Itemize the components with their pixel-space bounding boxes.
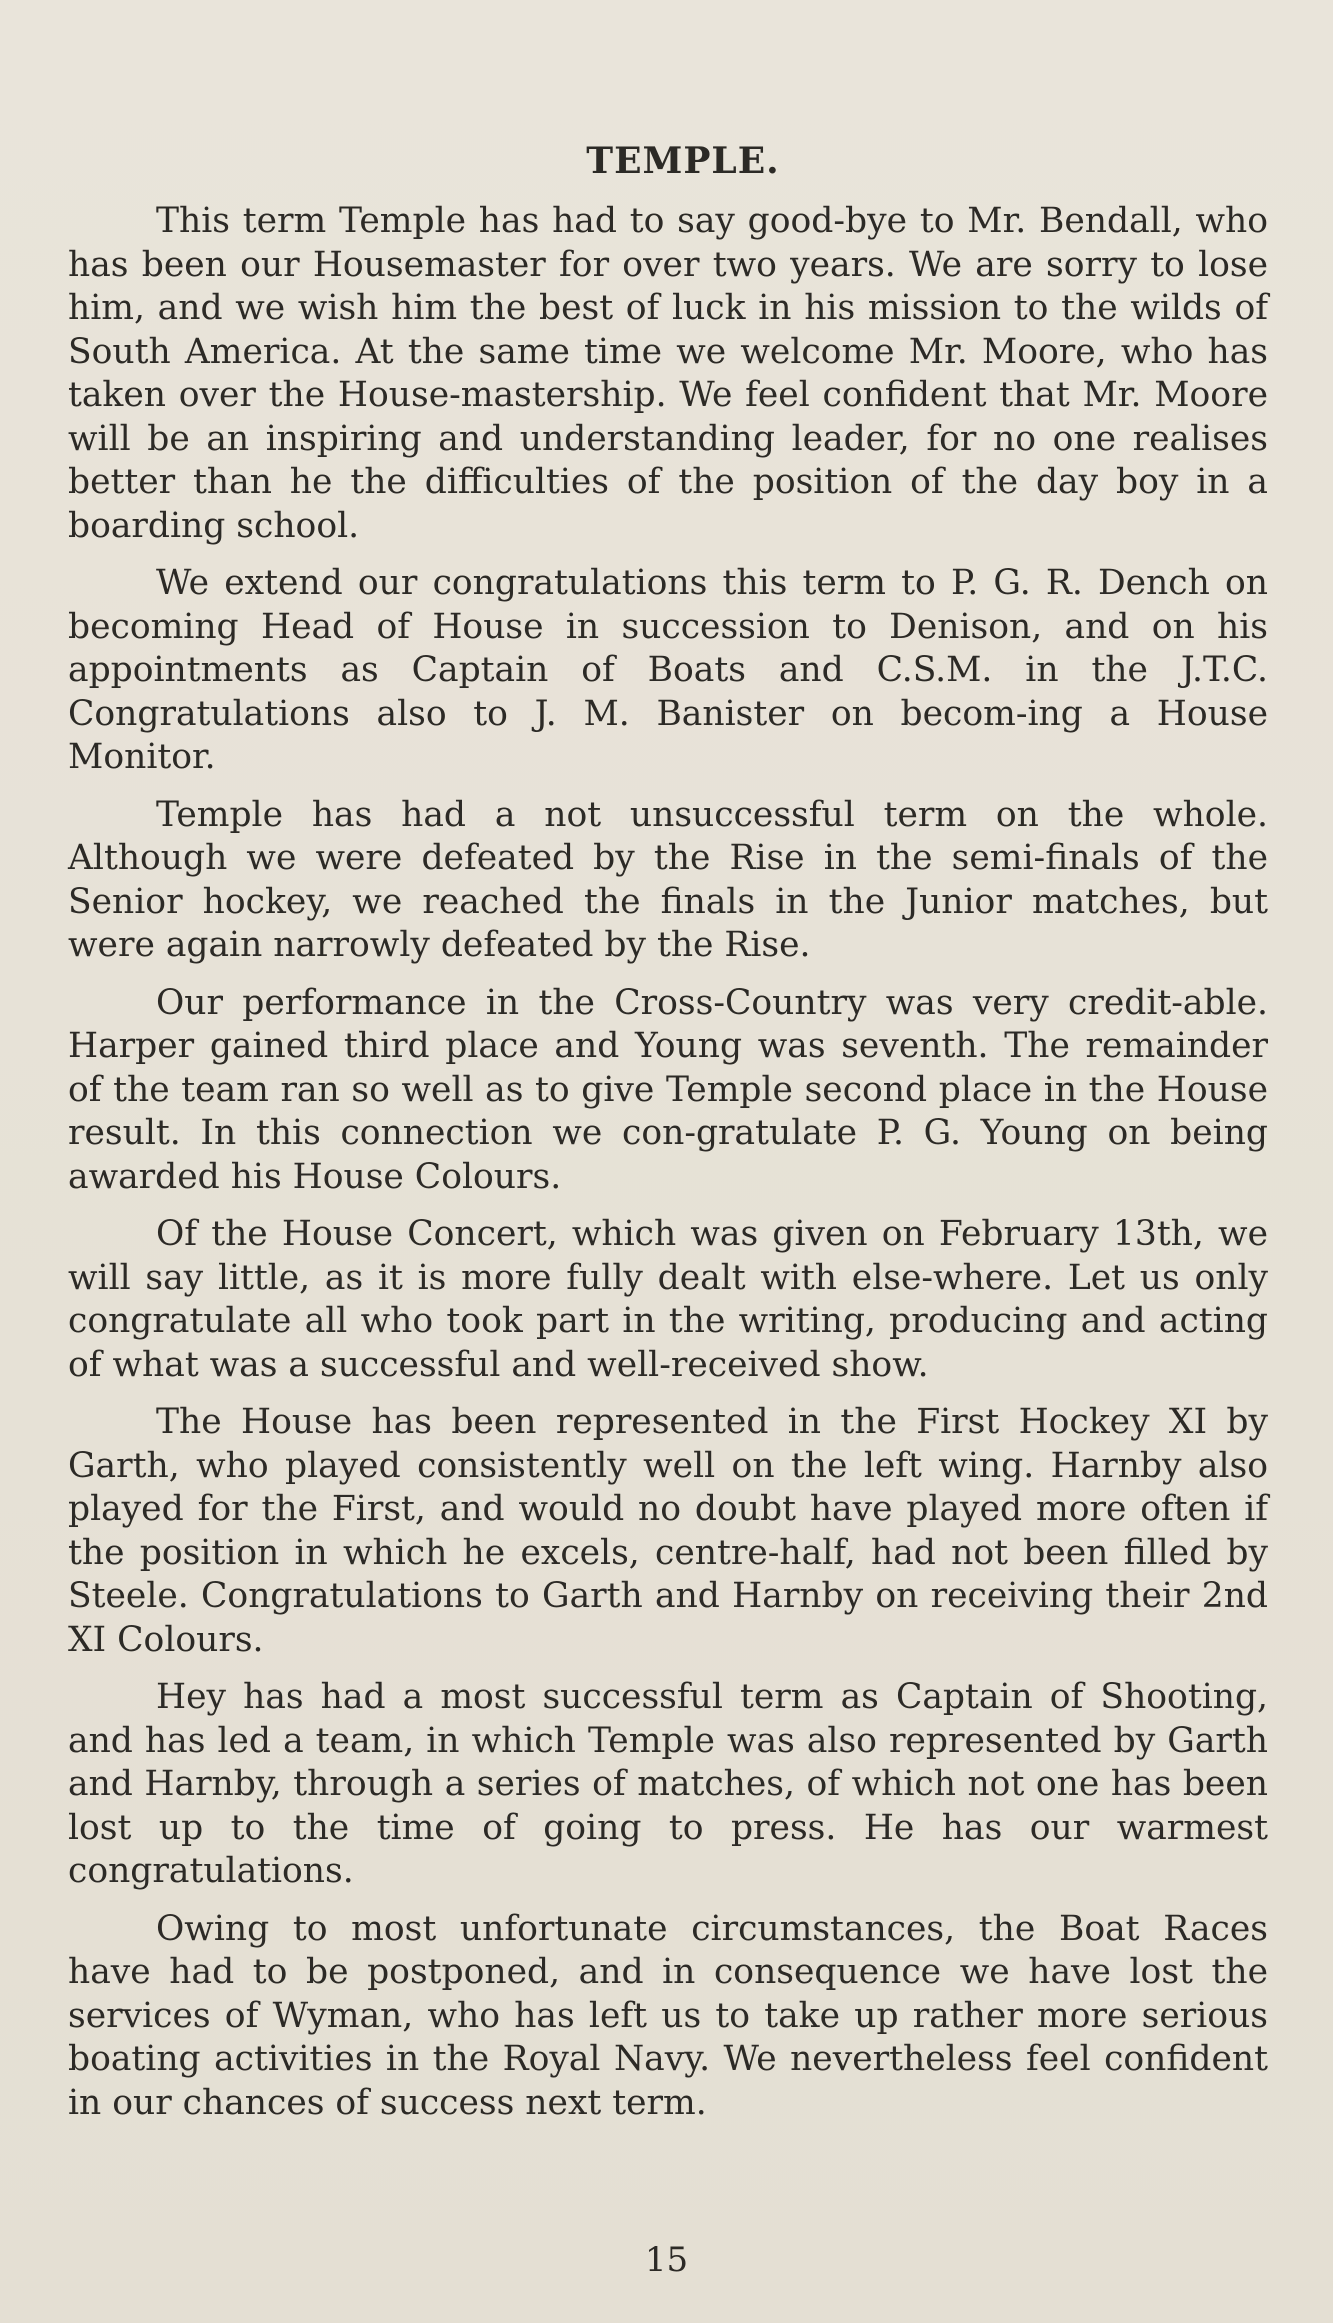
paragraph-congratulations: We extend our congratulations this term to P. G. R. Dench on becoming Head of House in succession to Denison, and on his appointments as Captain of Boats and C.S.M. in the J.T.C. Congratulations also to J. M. Banister on becom-ing a House Monitor.: [68, 563, 1268, 777]
paragraph-housemaster: This term Temple has had to say good-bye to Mr. Bendall, who has been our Housemaster for over two years. We are sorry to lose him, and we wish him the best of luck in his mission to the wilds of South America. At the same time we welcome Mr. Moore, who has taken over the House-mastership. We feel confident that Mr. Moore will be an inspiring and understanding leader, for no one realises better than he the difficulties of the position of the day boy in a boarding school.: [68, 201, 1268, 546]
paragraph-boat-races: Owing to most unfortunate circumstances, the Boat Races have had to be postponed, and in consequence we have lost the services of Wyman, who has left us to take up rather more serious boating activities in the Royal Navy. We nevertheless feel confident in our chances of success next term.: [68, 1908, 1268, 2123]
paragraph-first-hockey: The House has been represented in the First Hockey XI by Garth, who played consistently well on the left wing. Harnby also played for the First, and would no doubt have played more often if the position in which he excels, centre-half, had not been filled by Steele. Congratulations to Garth and Harnby on receiving their 2nd XI Colours.: [68, 1402, 1268, 1660]
paragraph-house-concert: Of the House Concert, which was given on February 13th, we will say little, as it is more fully dealt with else-where. Let us only congratulate all who took part in the writing, producing and acting of what was a successful and well-received show.: [68, 1214, 1268, 1385]
page-number: 15: [644, 2240, 689, 2280]
article: [68, 140, 1268, 2139]
paragraph-cross-country: Our performance in the Cross-Country was very credit-able. Harper gained third place and Young was seventh. The remainder of the team ran so well as to give Temple second place in the House result. In this connection we con-gratulate P. G. Young on being awarded his House Colours.: [68, 982, 1268, 1197]
paragraph-shooting: Hey has had a most successful term as Captain of Shooting, and has led a team, in which Temple was also represented by Garth and Harnby, through a series of matches, of which not one has been lost up to the time of going to press. He has our warmest congratulations.: [68, 1677, 1268, 1891]
paragraph-hockey: Temple has had a not unsuccessful term on the whole. Although we were defeated by the Rise in the semi-finals of the Senior hockey, we reached the finals in the Junior matches, but were again narrowly defeated by the Rise.: [68, 794, 1268, 965]
article-title: TEMPLE.: [586, 140, 780, 182]
